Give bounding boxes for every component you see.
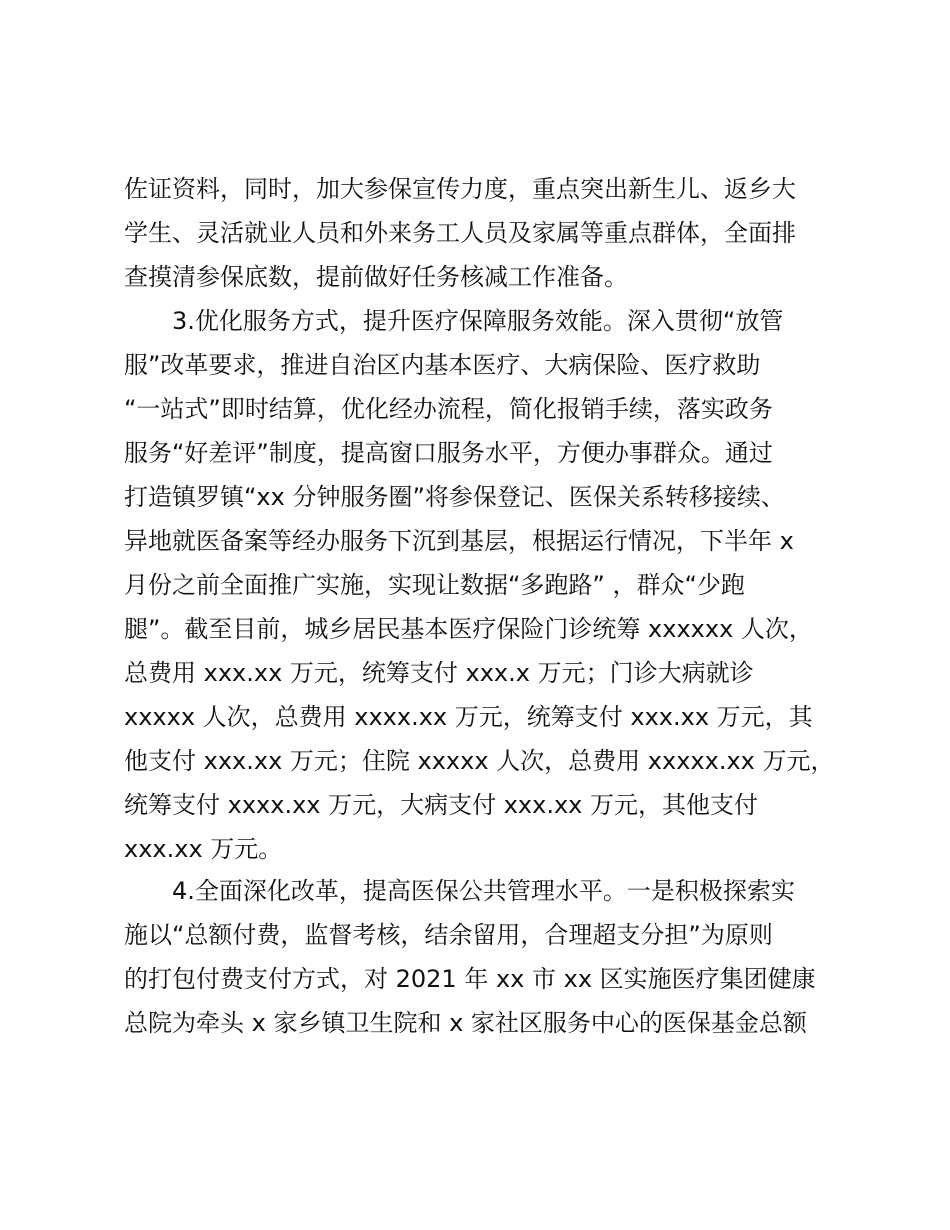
text-line: 异地就医备案等经办服务下沉到基层，根据运行情况，下半年 x — [124, 527, 794, 555]
text-line: 服”改革要求，推进自治区内基本医疗、大病保险、医疗救助 — [124, 351, 761, 379]
text-line: 佐证资料，同时，加大参保宣传力度，重点突出新生儿、返乡大 — [124, 175, 796, 203]
paragraph-heading-4: 4.全面深化改革，提高医保公共管理水平。一是积极探索实 — [172, 877, 795, 905]
text-line: 打造镇罗镇“xx 分钟服务圈”将参保登记、医保关系转移接续、 — [124, 483, 785, 511]
text-line: 统筹支付 xxxx.xx 万元，大病支付 xxx.xx 万元，其他支付 — [124, 791, 759, 819]
paragraph-heading-3: 3.优化服务方式，提升医疗保障服务效能。深入贯彻“放管 — [172, 307, 784, 335]
text-line: xxx.xx 万元。 — [124, 835, 283, 863]
text-line: 总院为牵头 x 家乡镇卫生院和 x 家社区服务中心的医保基金总额 — [124, 1009, 807, 1037]
text-line: 腿”。截至目前，城乡居民基本医疗保险门诊统筹 xxxxxx 人次， — [124, 615, 813, 643]
text-line: 学生、灵活就业人员和外来务工人员及家属等重点群体，全面排 — [124, 219, 796, 247]
text-line: 月份之前全面推广实施，实现让数据“多跑路” ，群众“少跑 — [124, 571, 745, 599]
text-line: 总费用 xxx.xx 万元，统筹支付 xxx.x 万元；门诊大病就诊 — [124, 659, 754, 687]
text-line: 他支付 xxx.xx 万元；住院 xxxxx 人次，总费用 xxxxx.xx 万元， — [124, 747, 835, 775]
text-line: 查摸清参保底数，提前做好任务核减工作准备。 — [124, 263, 628, 291]
text-line: 施以“总额付费，监督考核，结余留用，合理超支分担”为原则 — [124, 921, 773, 949]
text-line: 服务“好差评”制度，提高窗口服务水平，方便办事群众。通过 — [124, 439, 773, 467]
text-line: 的打包付费支付方式，对 2021 年 xx 市 xx 区实施医疗集团健康 — [124, 965, 816, 993]
text-line: xxxxx 人次，总费用 xxxx.xx 万元，统筹支付 xxx.xx 万元，其 — [124, 703, 813, 731]
text-line: “一站式”即时结算，优化经办流程，简化报销手续，落实政务 — [124, 395, 773, 423]
